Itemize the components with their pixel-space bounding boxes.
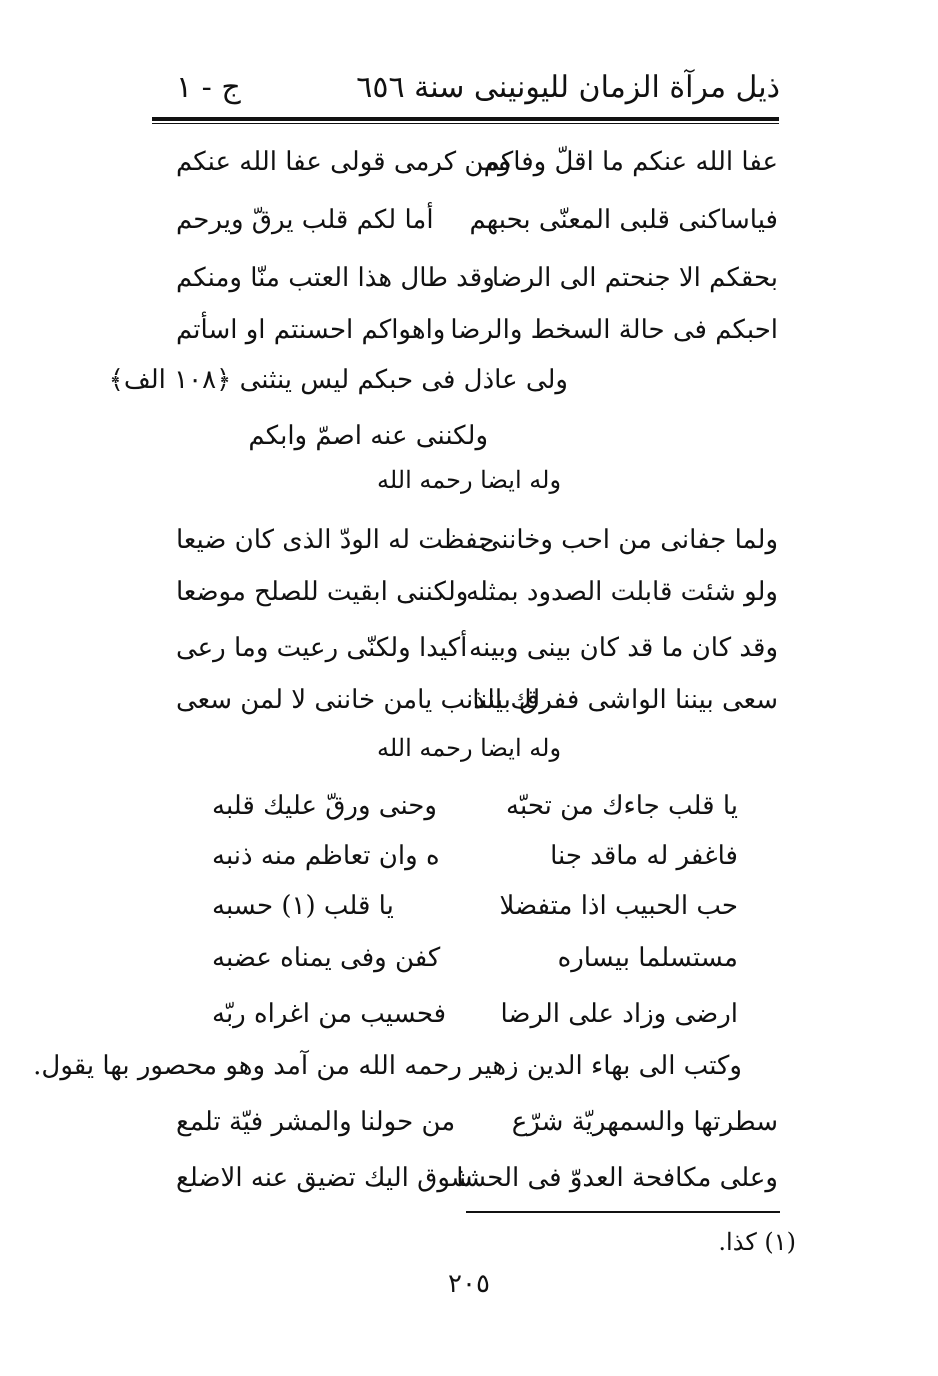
verse-line — [176, 416, 778, 456]
verse-second-hemistich: كفن وفى يمناه عضبه — [212, 943, 441, 973]
verse-first-hemistich: ولما جفانى من احب وخاننى — [479, 525, 778, 555]
verse-line — [176, 258, 778, 298]
verse-second-hemistich: من حولنا والمشر فيّة تلمع — [176, 1107, 456, 1137]
section-heading: وله ايضا رحمه الله — [376, 466, 562, 494]
verse-second-hemistich: وقد طال هذا العتب منّا ومنكم — [176, 263, 495, 293]
verse-line — [176, 572, 778, 612]
verse-line — [176, 1102, 778, 1142]
verse-first-hemistich: ارضى وزاد على الرضا — [500, 999, 738, 1029]
verse-second-hemistich: فحسيب من اغراه ربّه — [212, 999, 447, 1029]
verse-second-hemistich: واهواكم احسنتم او اسأتم — [176, 315, 446, 345]
header-rule-thin — [152, 123, 779, 124]
verse-second-hemistich: ه وان تعاظم منه ذنبه — [212, 841, 440, 871]
prose-text: وكتب الى بهاء الدين زهير رحمه الله من آمد وهو محصور بها يقول. — [33, 1051, 742, 1081]
verse-line — [176, 142, 778, 182]
verse-first-hemistich: احبكم فى حالة السخط والرضا — [450, 315, 778, 345]
verse-second-hemistich: أكيدا ولكنّى رعيت وما رعى — [176, 633, 468, 663]
header-rule — [152, 117, 779, 121]
running-header — [160, 66, 780, 110]
running-title: ذيل مرآة الزمان لليونينى سنة ٦٥٦ — [356, 70, 780, 105]
verse-line — [212, 886, 738, 926]
verse-second-hemistich: حفظت له الودّ الذى كان ضيعا — [176, 525, 495, 555]
verse-first-hemistich: وقد كان ما قد كان بينى وبينه — [469, 633, 778, 663]
verse-first-hemistich: يا قلب جاءك من تحبّه — [506, 791, 738, 821]
verse-second-hemistich: أما لكم قلب يرقّ ويرحم — [176, 205, 434, 235]
verse-second-hemistich: شوق اليك تضيق عنه الاضلع — [176, 1163, 473, 1193]
verse-line — [212, 786, 738, 826]
verse-line — [176, 310, 778, 350]
verse-with-folio-marker: ولى عاذل فى حبكم ليس ينثنى ﴿١٠٨ الف﴾ — [108, 365, 568, 395]
verse-line — [176, 1158, 778, 1198]
verse-line — [212, 994, 738, 1034]
verse-second-hemistich: ولكننى عنه اصمّ وابكم — [248, 421, 488, 451]
verse-line — [212, 836, 738, 876]
verse-first-hemistich: ولو شئت قابلت الصدود بمثله — [466, 577, 778, 607]
verse-first-hemistich: فياساكنى قلبى المعنّى بحبهم — [469, 205, 778, 235]
verse-second-hemistich: لك الذنب يامن خاننى لا لمن سعى — [176, 685, 541, 715]
verse-line — [176, 680, 778, 720]
verse-first-hemistich: بحقكم الا جنحتم الى الرضا — [491, 263, 778, 293]
footnote: (١) كذا. — [718, 1228, 796, 1256]
verse-line — [176, 520, 778, 560]
verse-second-hemistich: ومن كرمى قولى عفا الله عنكم — [176, 147, 511, 177]
prose-line — [33, 1046, 742, 1086]
verse-second-hemistich: وحنى ورقّ عليك قلبه — [212, 791, 437, 821]
verse-second-hemistich: يا قلب (١) حسبه — [212, 891, 394, 921]
verse-first-hemistich: عفا الله عنكم ما اقلّ وفاكم — [483, 147, 778, 177]
verse-line — [176, 628, 778, 668]
volume-number: ج - ١ — [176, 70, 241, 105]
verse-line — [108, 360, 778, 400]
verse-first-hemistich: حب الحبيب اذا متفضلا — [499, 891, 738, 921]
section-heading: وله ايضا رحمه الله — [376, 734, 562, 762]
verse-line — [176, 200, 778, 240]
page-number: ٢٠٥ — [448, 1269, 490, 1299]
verse-second-hemistich: ولكننى ابقيت للصلح موضعا — [176, 577, 469, 607]
footnote-rule — [466, 1211, 780, 1213]
verse-first-hemistich: سعى بيننا الواشى ففرق بيننا — [472, 685, 778, 715]
verse-first-hemistich: سطرتها والسمهريّة شرّع — [511, 1107, 778, 1137]
verse-first-hemistich: مستسلما بيساره — [557, 943, 738, 973]
verse-first-hemistich: وعلى مكافحة العدوّ فى الحشا — [456, 1163, 778, 1193]
verse-first-hemistich: فاغفر له ماقد جنا — [550, 841, 738, 871]
verse-line — [212, 938, 738, 978]
